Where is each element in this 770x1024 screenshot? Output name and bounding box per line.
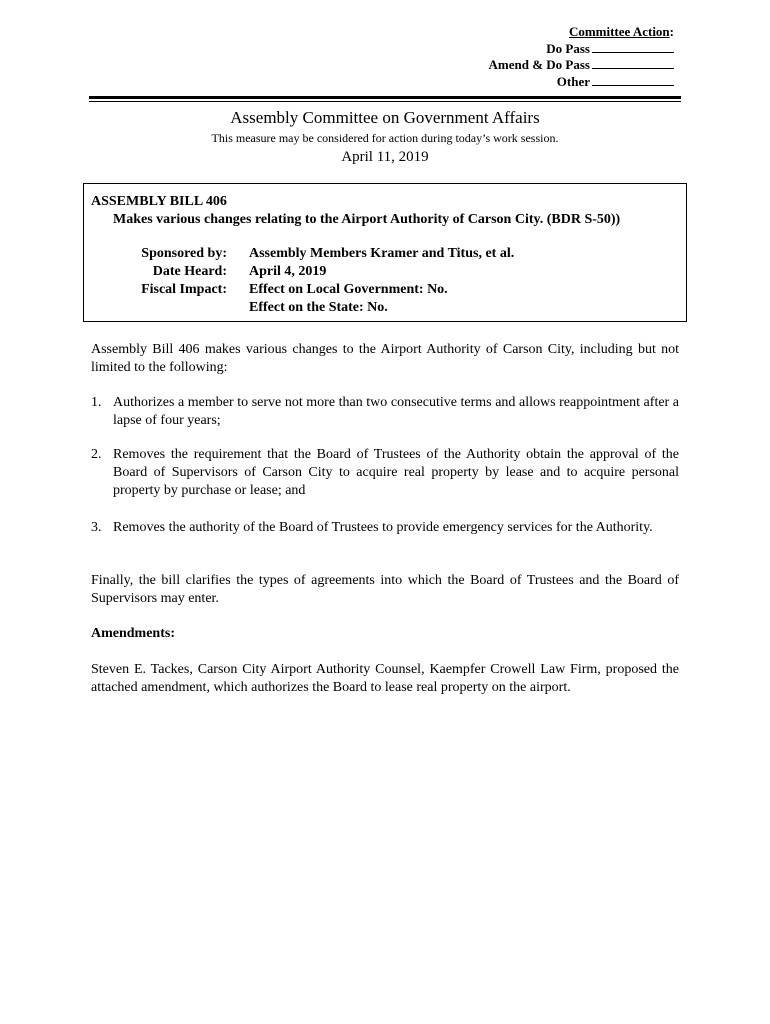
list-item <box>91 519 679 537</box>
list-item <box>91 394 679 430</box>
meta-row-fiscal-local <box>84 281 684 299</box>
blank-line <box>592 74 674 86</box>
bill-summary-box <box>83 183 687 322</box>
meta-value: Effect on the State: No. <box>249 300 388 315</box>
committee-action-heading: Committee Action: <box>568 24 674 39</box>
meta-label: Date Heard: <box>152 264 227 279</box>
meta-label: Sponsored by: <box>141 246 227 261</box>
meta-row-date-heard <box>84 263 684 281</box>
final-paragraph: Finally, the bill clarifies the types of agreements into which the Board of Trustees and the Board of Supervisors may enter. <box>91 573 679 606</box>
amendments-heading: Amendments: <box>91 626 175 641</box>
bill-number: ASSEMBLY BILL 406 <box>91 194 227 209</box>
list-text: Removes the authority of the Board of Trustees to provide emergency services for the Authority. <box>113 520 653 535</box>
meta-label <box>84 299 227 317</box>
action-option-do-pass: Do Pass <box>489 41 674 58</box>
meta-value: Effect on Local Government: No. <box>249 282 448 297</box>
blank-line <box>592 57 674 69</box>
action-option-other: Other <box>489 74 674 91</box>
list-text: Authorizes a member to serve not more than two consecutive terms and allows reappointment after a lapse of four years; <box>113 395 679 428</box>
header-divider-thick <box>89 96 681 99</box>
bill-summary: Makes various changes relating to the Airport Authority of Carson City. (BDR S-50)) <box>113 212 621 227</box>
intro-paragraph: Assembly Bill 406 makes various changes to the Airport Authority of Carson City, including but not limited to the following: <box>91 342 679 375</box>
meta-row-fiscal-state <box>84 299 684 317</box>
meta-value: April 4, 2019 <box>249 264 327 279</box>
work-session-note: This measure may be considered for action during today’s work session. <box>211 131 559 145</box>
bill-meta <box>84 245 684 317</box>
list-text: Removes the requirement that the Board of Trustees of the Authority obtain the approval of the Board of Supervisors of Carson City to acquire real property by lease and to acquire personal property by purchase or lease; and <box>113 447 679 498</box>
list-item <box>91 446 679 500</box>
committee-title: Assembly Committee on Government Affairs <box>230 108 540 127</box>
list-number: 3. <box>91 520 102 535</box>
list-number: 2. <box>91 447 102 462</box>
meeting-date: April 11, 2019 <box>341 149 429 165</box>
meta-label: Fiscal Impact: <box>141 282 227 297</box>
amendments-paragraph: Steven E. Tackes, Carson City Airport Authority Counsel, Kaempfer Crowell Law Firm, proposed the attached amendment, which authorizes the Board to lease real property on the airport. <box>91 662 679 695</box>
action-option-amend-do-pass: Amend & Do Pass <box>489 57 674 74</box>
list-number: 1. <box>91 395 102 410</box>
meta-value: Assembly Members Kramer and Titus, et al. <box>249 246 515 261</box>
meta-row-sponsor <box>84 245 684 263</box>
header-divider-thin <box>89 101 681 102</box>
committee-action-block <box>489 24 674 90</box>
blank-line <box>592 41 674 53</box>
